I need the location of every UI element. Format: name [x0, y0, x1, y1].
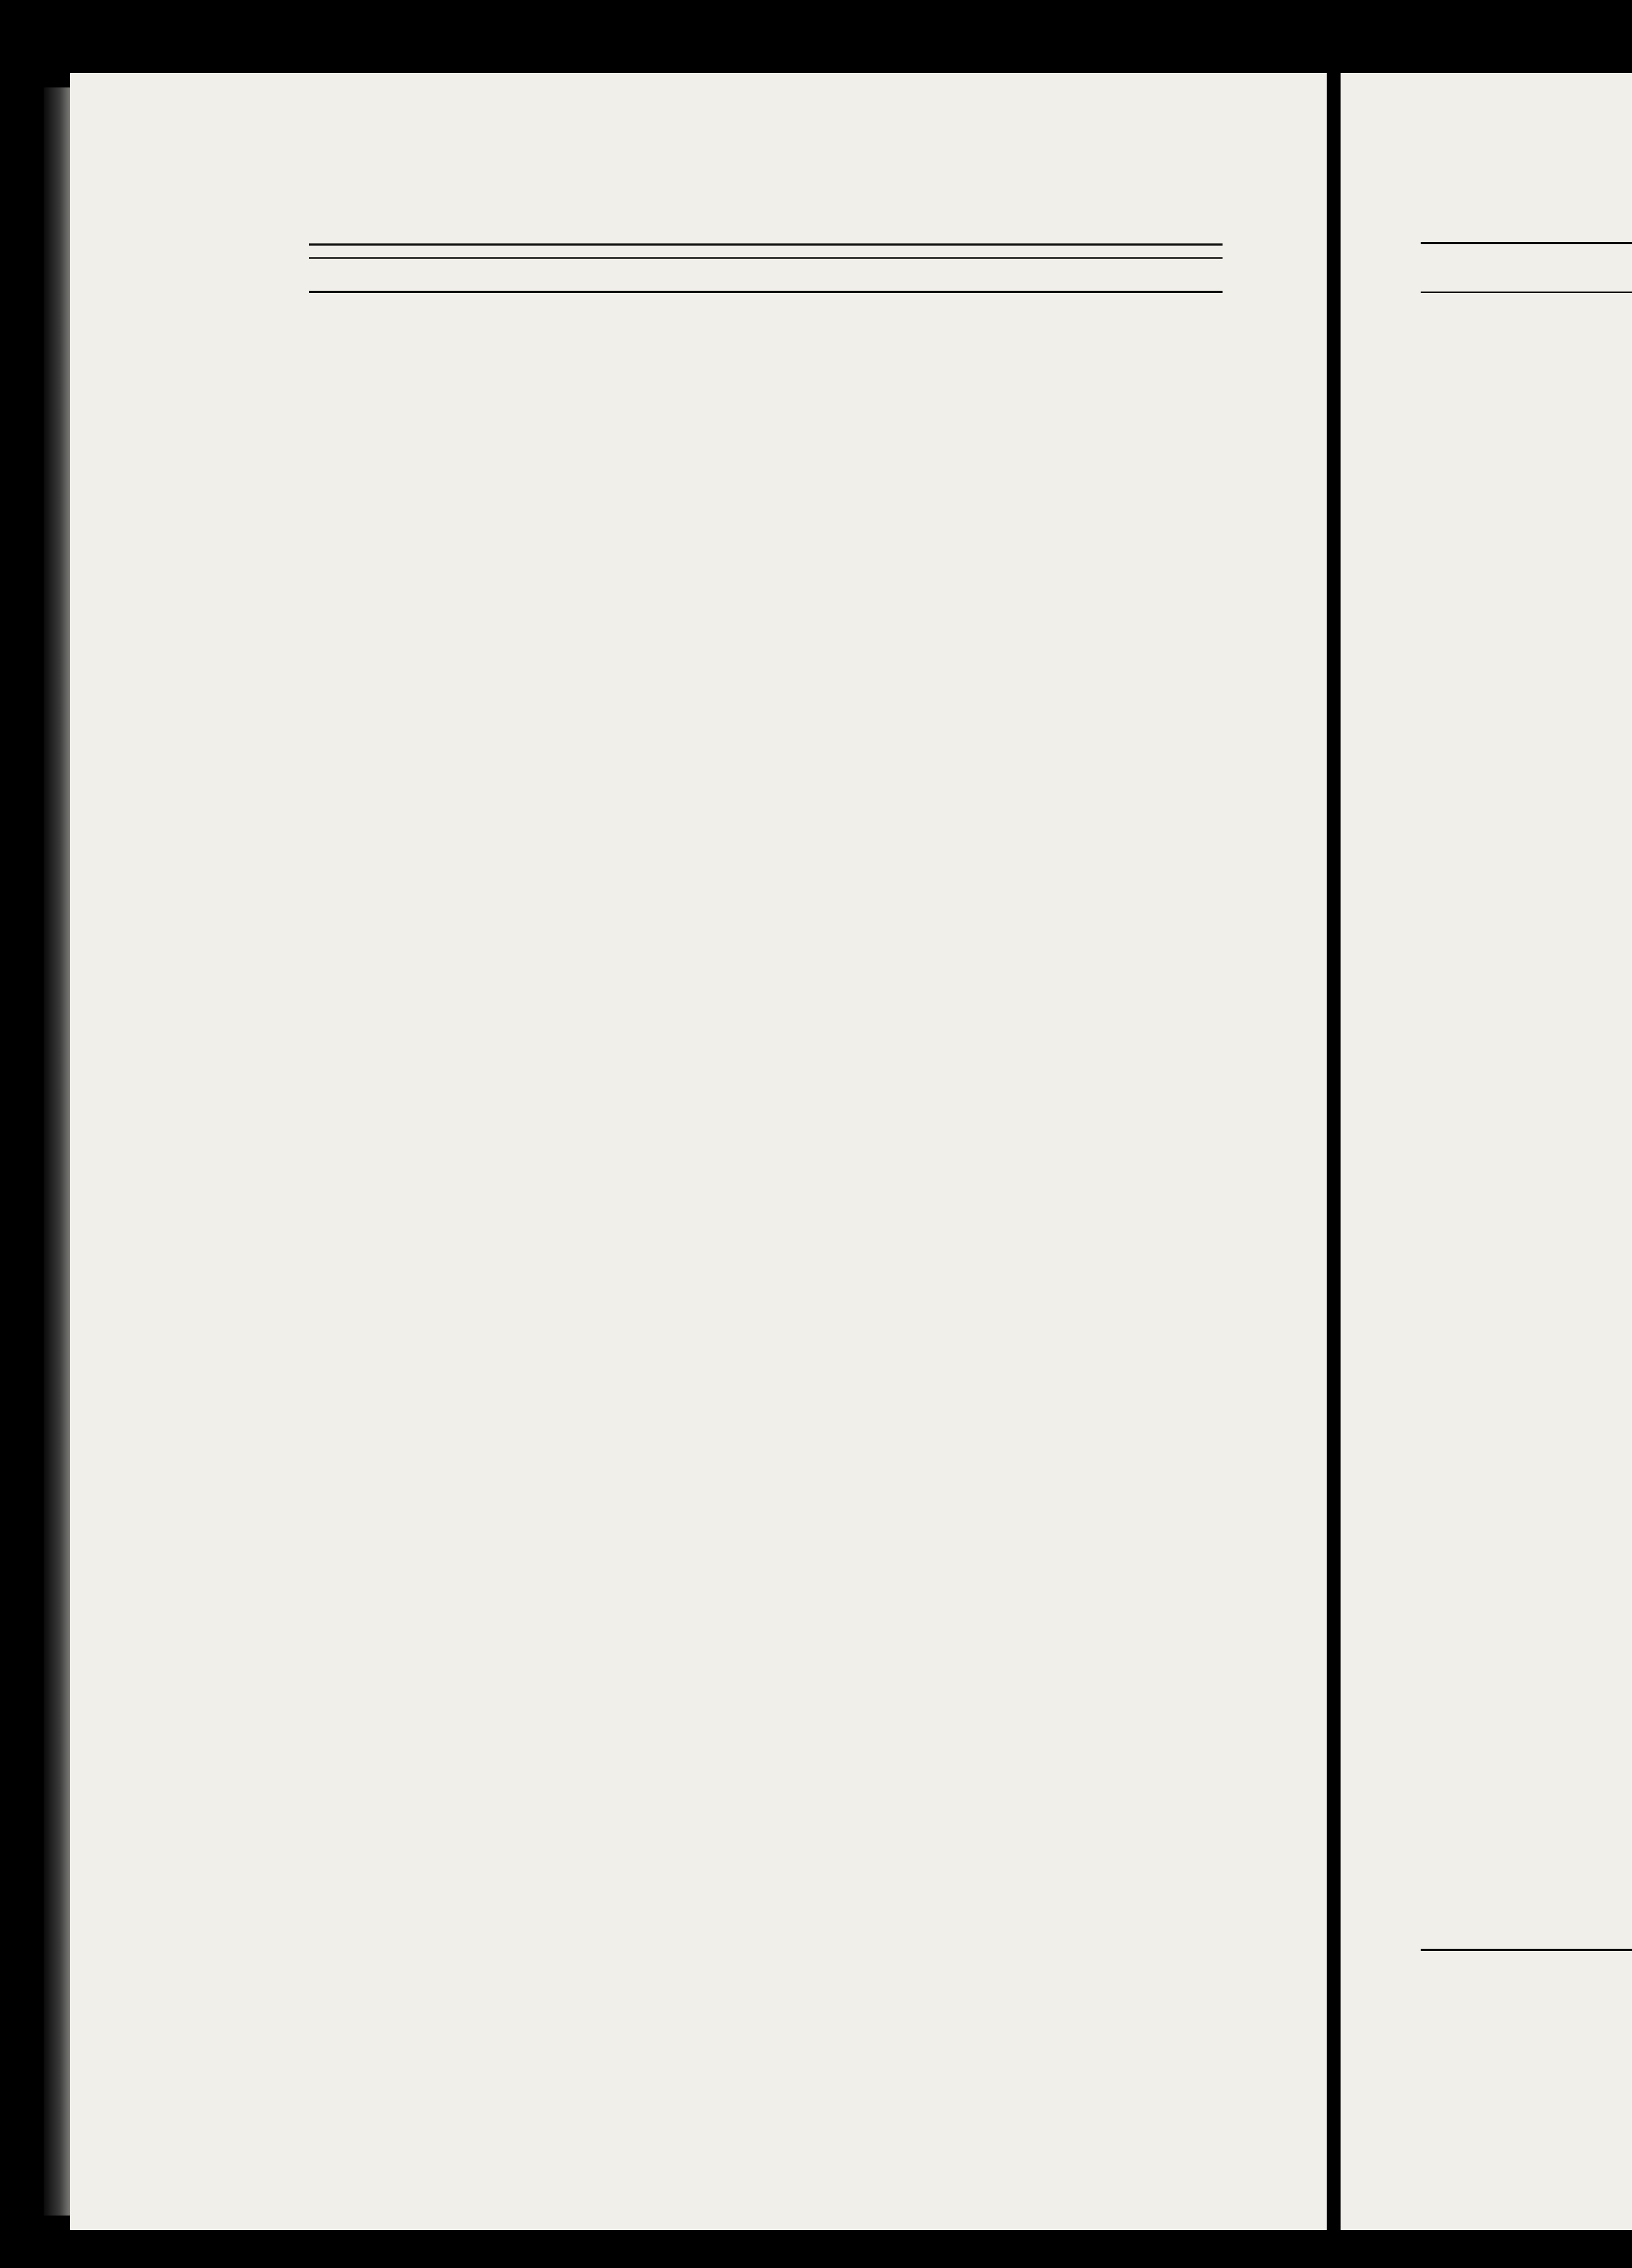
top-advertisement — [309, 246, 1223, 257]
right-page — [1341, 73, 1632, 2230]
ad-rule — [309, 257, 1223, 259]
left-page — [70, 73, 1327, 2230]
right-footer-rule — [1421, 1949, 1632, 1951]
page-header — [309, 197, 1223, 243]
right-header-rule — [1421, 242, 1632, 244]
footer-rule — [309, 291, 1223, 293]
page-footer — [309, 291, 1223, 293]
right-ad-rule — [1421, 292, 1632, 293]
left-page-content — [309, 197, 1223, 309]
book-spine-edge — [44, 87, 70, 2216]
book-gutter — [1327, 73, 1341, 2230]
